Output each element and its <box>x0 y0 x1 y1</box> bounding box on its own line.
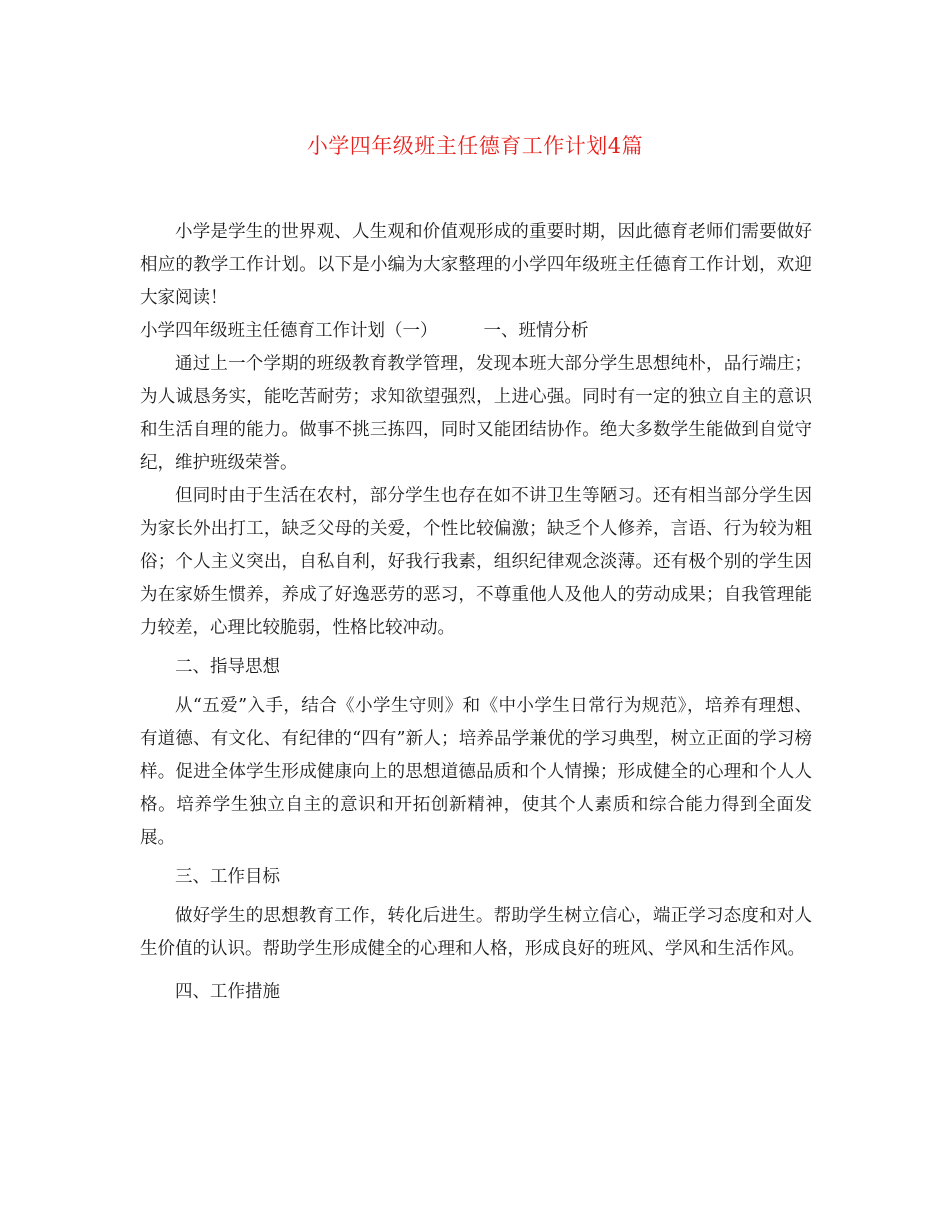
section-heading-2: 二、指导思想 <box>175 657 280 677</box>
paragraph-class-analysis: 通过上一个学期的班级教育教学管理，发现本班大部分学生思想纯朴，品行端庄；为人诚恳务实，能吃苦耐劳；求知欲望强烈，上进心强。同时有一定的独立自主的意识和生活自理的能力。做事不挑三拣四，同时又能团结协作。绝大多数学生能做到自觉守纪，维护班级荣誉。 <box>140 354 812 473</box>
intro-paragraph: 小学是学生的世界观、人生观和价值观形成的重要时期，因此德育老师们需要做好相应的教学工作计划。以下是小编为大家整理的小学四年级班主任德育工作计划，欢迎大家阅读！ <box>140 222 812 308</box>
section-heading-4: 四、工作措施 <box>175 982 280 1002</box>
section-heading-3: 三、工作目标 <box>175 867 280 887</box>
document-body <box>140 216 812 1009</box>
paragraph-work-goals: 做好学生的思想教育工作，转化后进生。帮助学生树立信心，端正学习态度和对人生价值的认识。帮助学生形成健全的心理和人格，形成良好的班风、学风和生活作风。 <box>140 906 812 959</box>
plan-heading-line <box>140 315 812 348</box>
paragraph-class-issues: 但同时由于生活在农村，部分学生也存在如不讲卫生等陋习。还有相当部分学生因为家长外出打工，缺乏父母的关爱，个性比较偏激；缺乏个人修养，言语、行为较为粗俗；个人主义突出，自私自利，好我行我素，组织纪律观念淡薄。还有极个别的学生因为在家娇生惯养，养成了好逸恶劳的恶习，不尊重他人及他人的劳动成果；自我管理能力较差，心理比较脆弱，性格比较冲动。 <box>140 486 812 638</box>
plan-heading: 小学四年级班主任德育工作计划（一） <box>140 321 438 341</box>
section-heading-1: 一、班情分析 <box>483 321 589 341</box>
document-title: 小学四年级班主任德育工作计划4篇 <box>306 134 644 158</box>
paragraph-guiding-ideas: 从“五爱”入手，结合《小学生守则》和《中小学生日常行为规范》，培养有理想、有道德、有文化、有纪律的“四有”新人；培养品学兼优的学习典型，树立正面的学习榜样。促进全体学生形成健康向上的思想道德品质和个人情操；形成健全的心理和个人人格。培养学生独立自主的意识和开拓创新精神，使其个人素质和综合能力得到全面发展。 <box>140 696 812 848</box>
